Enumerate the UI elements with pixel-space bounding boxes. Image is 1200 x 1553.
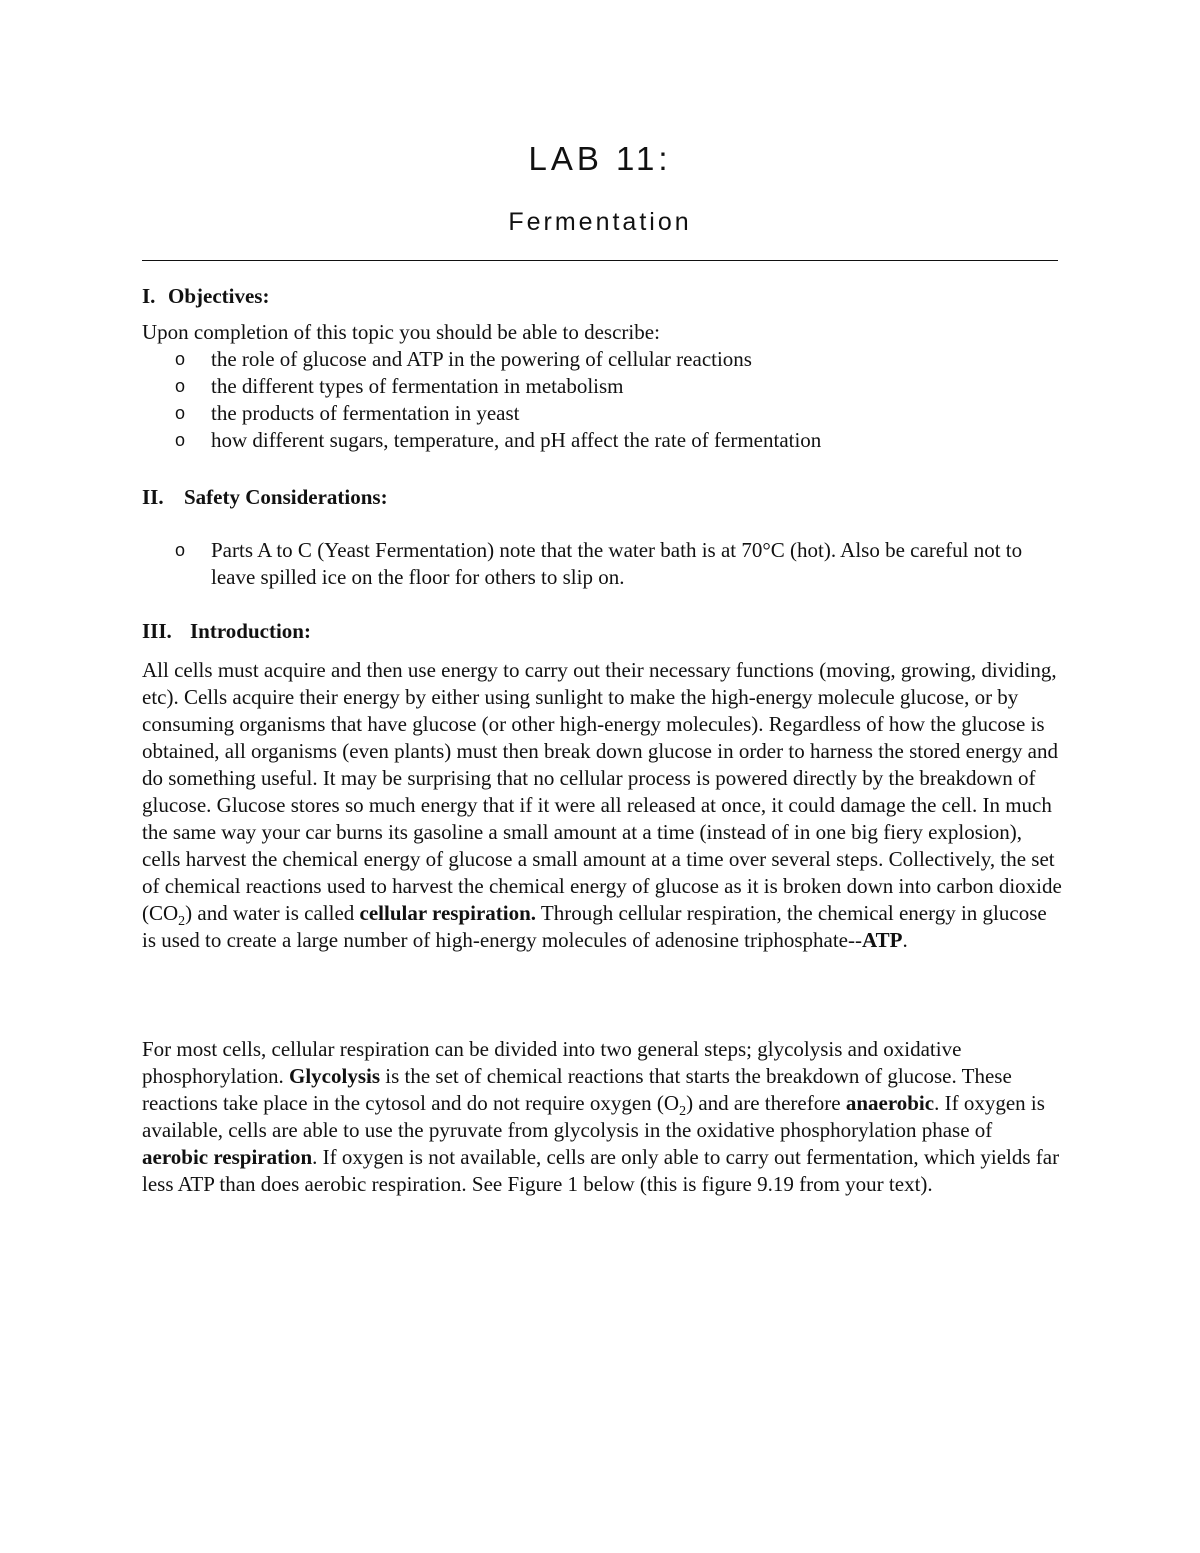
list-item bbox=[142, 427, 1062, 454]
bullet-marker: o bbox=[175, 403, 186, 423]
subscript: 2 bbox=[178, 914, 186, 930]
term-aerobic-respiration: aerobic respiration bbox=[142, 1145, 313, 1169]
text-run: . If oxygen is not available, cells are only able to carry out fermentation, which yields far less ATP than does aerobic respiration. See Figure 1 below (this is figure 9.19 from your text). bbox=[142, 1145, 1060, 1196]
list-item bbox=[142, 373, 1062, 400]
term-atp: ATP bbox=[861, 928, 903, 952]
term-glycolysis: Glycolysis bbox=[289, 1064, 381, 1088]
safety-list bbox=[142, 537, 1062, 591]
objective-text: the role of glucose and ATP in the powering of cellular reactions bbox=[211, 347, 752, 371]
list-item bbox=[142, 346, 1062, 373]
text-run: . bbox=[902, 928, 908, 952]
bullet-marker: o bbox=[175, 349, 186, 369]
safety-heading-text: Safety Considerations: bbox=[184, 485, 388, 509]
text-run: For most cells, cellular respiration can be divided into two general steps; glycolysis and oxidative phosphorylation. bbox=[142, 1037, 962, 1088]
bullet-marker: o bbox=[175, 430, 186, 450]
objectives-lead: Upon completion of this topic you should be able to describe: bbox=[142, 320, 660, 344]
objective-text: the products of fermentation in yeast bbox=[211, 401, 520, 425]
lab-title: LAB 11: bbox=[528, 140, 672, 177]
introduction-number: III. bbox=[142, 619, 172, 643]
text-run: All cells must acquire and then use energy to carry out their necessary functions (moving, growing, dividing, etc). Cells acquire their energy by either using sunlight to make the high-energy molecule glucose, or by consuming organisms that have glucose (or other high-energy molecules). Regardless of how the glucose is obtained, all organisms (even plants) must then break down glucose in order to harness the stored energy and do something useful. It may be surprising that no cellular process is powered directly by the breakdown of glucose. Glucose stores so much energy that if it were all released at once, it could damage the cell. In much the same way your car burns its gasoline a small amount at a time (instead of in one big fiery explosion), cells harvest the chemical energy of glucose a small amount at a time over several steps. Collectively, the set of chemical reactions used to harvest the chemical energy of glucose as it is broken down into carbon dioxide (CO bbox=[142, 658, 1062, 925]
text-run: ) and are therefore bbox=[686, 1091, 846, 1115]
text-run: Through cellular respiration, the chemical energy in glucose is used to create a large number of high-energy molecules of adenosine triphosphate-- bbox=[142, 901, 1047, 952]
lab-subtitle: Fermentation bbox=[508, 208, 692, 236]
objectives-heading bbox=[142, 283, 269, 310]
bullet-marker: o bbox=[175, 376, 186, 396]
list-item bbox=[142, 537, 1062, 591]
objectives-number: I. bbox=[142, 284, 156, 308]
introduction-heading bbox=[142, 618, 311, 645]
introduction-paragraph-1 bbox=[142, 657, 1062, 954]
introduction-paragraph-2 bbox=[142, 1036, 1062, 1198]
safety-heading bbox=[142, 484, 388, 511]
objectives-heading-text: Objectives: bbox=[168, 284, 270, 308]
introduction-heading-text: Introduction: bbox=[190, 619, 311, 643]
text-run: . If oxygen is available, cells are able to use the pyruvate from glycolysis in the oxidative phosphorylation phase of bbox=[142, 1091, 1045, 1142]
subscript: 2 bbox=[679, 1104, 687, 1120]
term-anaerobic: anaerobic bbox=[845, 1091, 935, 1115]
title-divider bbox=[142, 260, 1058, 261]
objective-text: how different sugars, temperature, and pH affect the rate of fermentation bbox=[211, 428, 822, 452]
safety-number: II. bbox=[142, 485, 164, 509]
objective-text: the different types of fermentation in metabolism bbox=[211, 374, 624, 398]
objectives-list bbox=[142, 346, 1062, 454]
text-run: ) and water is called bbox=[185, 901, 360, 925]
bullet-marker: o bbox=[175, 540, 186, 560]
safety-text: Parts A to C (Yeast Fermentation) note that the water bath is at 70°C (hot). Also be careful not to leave spilled ice on the floor for others to slip on. bbox=[211, 538, 1023, 589]
text-run: is the set of chemical reactions that starts the breakdown of glucose. These reactions take place in the cytosol and do not require oxygen (O bbox=[142, 1064, 1012, 1115]
list-item bbox=[142, 400, 1062, 427]
term-cellular-respiration: cellular respiration. bbox=[359, 901, 537, 925]
